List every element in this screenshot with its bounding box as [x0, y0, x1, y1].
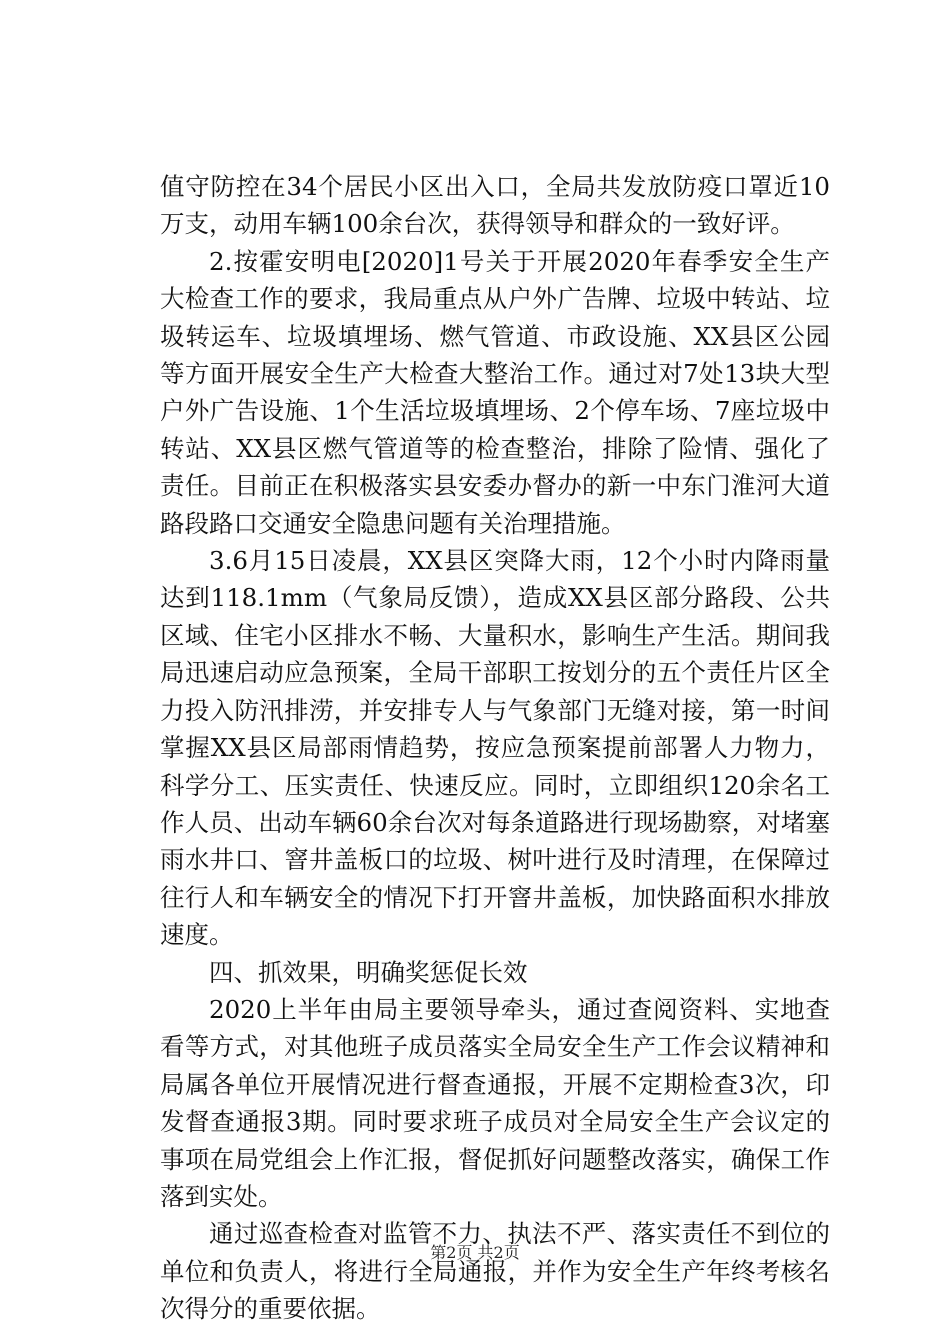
section-heading: 四、抓效果，明确奖惩促长效: [209, 957, 528, 987]
paragraph-section-4-body: 2020上半年由局主要领导牵头，通过查阅资料、实地查看等方式，对其他班子成员落实全局安全生产工作会议精神和局属各单位开展情况进行督查通报，开展不定期检查3次，印发督查通报3期。同时要求班子成员对全局安全生产会议定的事项在局党组会上作汇报，督促抓好问题整改落实，确保工作落到实处。: [160, 994, 830, 1211]
document-body: [160, 168, 830, 1328]
paragraph-continuation: 值守防控在34个居民小区出入口，全局共发放防疫口罩近10万支，动用车辆100余台次，获得领导和群众的一致好评。: [160, 172, 830, 239]
paragraph-item-2: 2.按霍安明电[2020]1号关于开展2020年春季安全生产大检查工作的要求，我局重点从户外广告牌、垃圾中转站、垃圾转运车、垃圾填埋场、燃气管道、市政设施、XX县区公园等方面开展安全生产大检查大整治工作。通过对7处13块大型户外广告设施、1个生活垃圾填埋场、2个停车场、7座垃圾中转站、XX县区燃气管道等的检查整治，排除了险情、强化了责任。目前正在积极落实县安委办督办的新一中东门淮河大道路段路口交通安全隐患问题有关治理措施。: [160, 246, 830, 538]
paragraph-item-3: 3.6月15日凌晨，XX县区突降大雨，12个小时内降雨量达到118.1mm（气象局反馈），造成XX县区部分路段、公共区域、住宅小区排水不畅、大量积水，影响生产生活。期间我局迅速启动应急预案，全局干部职工按划分的五个责任片区全力投入防汛排涝，并安排专人与气象部门无缝对接，第一时间掌握XX县区局部雨情趋势，按应急预案提前部署人力物力，科学分工、压实责任、快速反应。同时，立即组织120余名工作人员、出动车辆60余台次对每条道路进行现场勘察，对堵塞雨水井口、窨井盖板口的垃圾、树叶进行及时清理，在保障过往行人和车辆安全的情况下打开窨井盖板，加快路面积水排放速度。: [160, 546, 830, 950]
page-footer: [0, 1242, 950, 1264]
page-number-label: 第2页 共2页: [430, 1243, 520, 1262]
paragraph-closing: 通过巡查检查对监管不力、执法不严、落实责任不到位的单位和负责人，将进行全局通报，并作为安全生产年终考核名次得分的重要依据。: [160, 1219, 830, 1324]
